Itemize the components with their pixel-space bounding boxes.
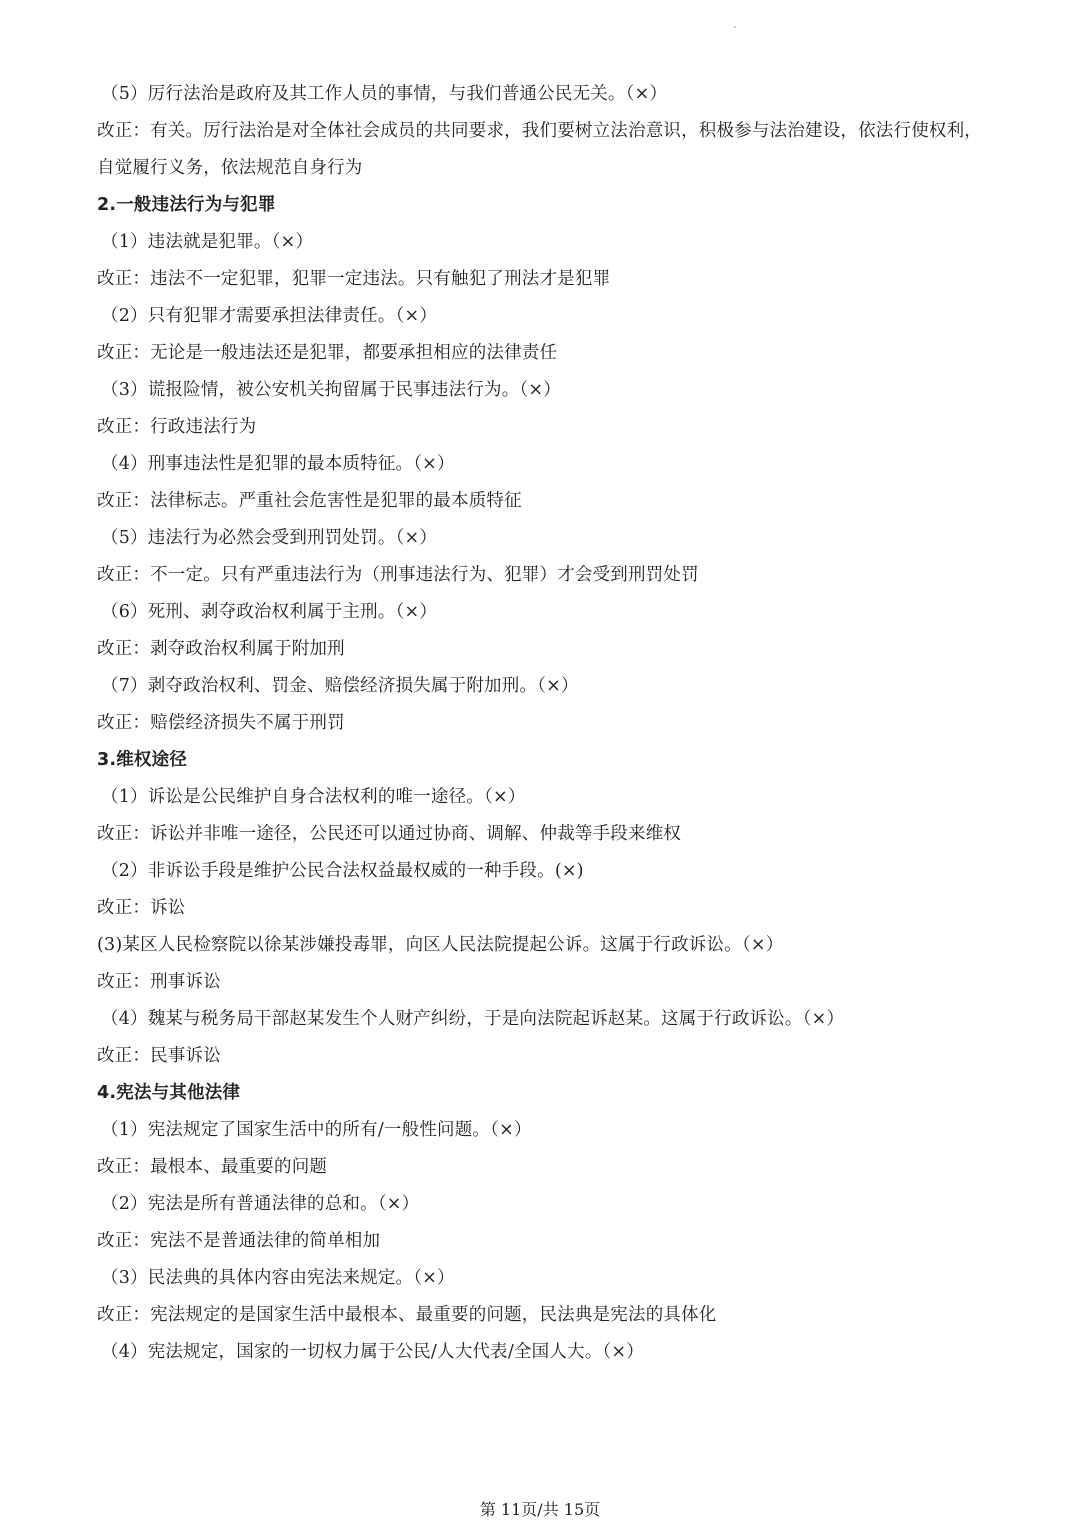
question-item: （3）民法典的具体内容由宪法来规定。（×） [101, 1268, 455, 1288]
correction-text: 改正：诉讼 [97, 898, 186, 918]
correction-text: 改正：诉讼并非唯一途径，公民还可以通过协商、调解、仲裁等手段来维权 [97, 824, 682, 844]
question-item: (3)某区人民检察院以徐某涉嫌投毒罪，向区人民法院提起公诉。这属于行政诉讼。（×） [97, 935, 784, 955]
correction-text: 改正：最根本、最重要的问题 [97, 1157, 328, 1177]
correction-text: 改正：刑事诉讼 [97, 972, 221, 992]
correction-text: 改正：有关。厉行法治是对全体社会成员的共同要求，我们要树立法治意识，积极参与法治建设，依法行使权利，自觉履行义务，依法规范自身行为 [97, 121, 982, 178]
question-item: （1）宪法规定了国家生活中的所有/一般性问题。（×） [101, 1120, 532, 1140]
question-item: （4）宪法规定，国家的一切权力属于公民/人大代表/全国人大。（×） [101, 1342, 644, 1362]
correction-text: 改正：赔偿经济损失不属于刑罚 [97, 713, 345, 733]
question-item: （5）厉行法治是政府及其工作人员的事情，与我们普通公民无关。（×） [101, 84, 668, 104]
question-item: （3）谎报险情，被公安机关拘留属于民事违法行为。（×） [101, 380, 561, 400]
question-item: （2）宪法是所有普通法律的总和。（×） [101, 1194, 420, 1214]
correction-text: 改正：民事诉讼 [97, 1046, 221, 1066]
correction-text: 改正：剥夺政治权利属于附加刑 [97, 639, 345, 659]
correction-text: 改正：违法不一定犯罪，犯罪一定违法。只有触犯了刑法才是犯罪 [97, 269, 611, 289]
section-heading: 4.宪法与其他法律 [97, 1083, 241, 1103]
section-heading: 3.维权途径 [97, 750, 188, 770]
question-item: （4）刑事违法性是犯罪的最本质特征。（×） [101, 454, 455, 474]
correction-text: 改正：宪法不是普通法律的简单相加 [97, 1231, 381, 1251]
question-item: （1）违法就是犯罪。（×） [101, 232, 314, 252]
document-body [97, 76, 997, 1371]
question-item: （4）魏某与税务局干部赵某发生个人财产纠纷，于是向法院起诉赵某。这属于行政诉讼。（×） [101, 1009, 845, 1029]
section-heading: 2.一般违法行为与犯罪 [97, 195, 276, 215]
correction-text: 改正：不一定。只有严重违法行为（刑事违法行为、犯罪）才会受到刑罚处罚 [97, 565, 699, 585]
question-item: （2）非诉讼手段是维护公民合法权益最权威的一种手段。(×) [101, 861, 584, 881]
correction-text: 改正：行政违法行为 [97, 417, 257, 437]
question-item: （1）诉讼是公民维护自身合法权利的唯一途径。（×） [101, 787, 526, 807]
question-item: （5）违法行为必然会受到刑罚处罚。（×） [101, 528, 438, 548]
question-item: （2）只有犯罪才需要承担法律责任。（×） [101, 306, 438, 326]
correction-text: 改正：法律标志。严重社会危害性是犯罪的最本质特征 [97, 491, 522, 511]
scan-dot [734, 26, 736, 28]
correction-text: 改正：无论是一般违法还是犯罪，都要承担相应的法律责任 [97, 343, 558, 363]
question-item: （7）剥夺政治权利、罚金、赔偿经济损失属于附加刑。（×） [101, 676, 579, 696]
question-item: （6）死刑、剥夺政治权利属于主刑。（×） [101, 602, 438, 622]
page-number: 第 11页/共 15页 [479, 1500, 601, 1519]
correction-text: 改正：宪法规定的是国家生活中最根本、最重要的问题，民法典是宪法的具体化 [97, 1305, 717, 1325]
